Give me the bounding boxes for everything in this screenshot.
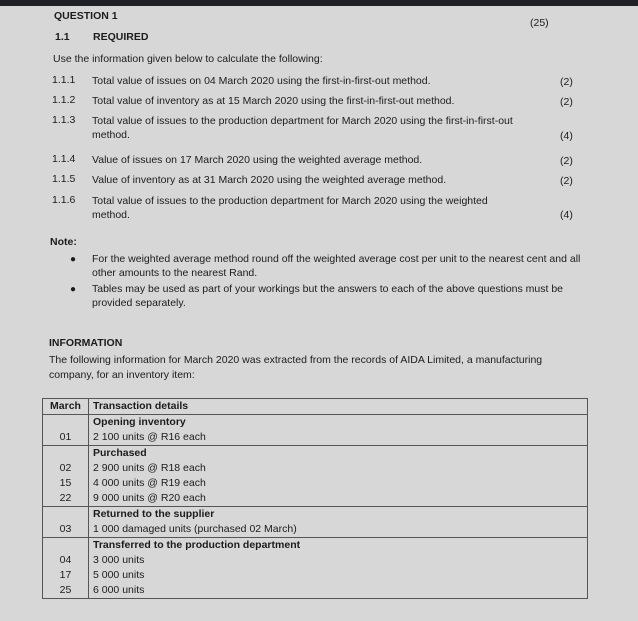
transactions-table bbox=[42, 398, 588, 599]
note-item: For the weighted average method round off the weighted average cost per unit to the nearest cent and all other amounts to the nearest Rand. bbox=[92, 253, 581, 279]
details-cell bbox=[89, 446, 588, 507]
day: 15 bbox=[59, 477, 72, 489]
day: 22 bbox=[59, 492, 72, 504]
info-title: INFORMATION bbox=[49, 337, 123, 349]
question-number: 1.1.2 bbox=[52, 94, 76, 106]
group-title: Purchased bbox=[93, 447, 147, 459]
question-number: 1.1.3 bbox=[52, 114, 76, 126]
detail: 5 000 units bbox=[93, 569, 145, 581]
question-text: Value of issues on 17 March 2020 using the weighted average method. bbox=[92, 154, 423, 166]
question-number: 1.1.4 bbox=[52, 153, 76, 165]
details-cell bbox=[89, 538, 588, 599]
question-marks: (2) bbox=[560, 96, 573, 108]
total-marks: (25) bbox=[530, 17, 549, 29]
note-label: Note: bbox=[50, 236, 77, 248]
group-title: Transferred to the production department bbox=[93, 539, 301, 551]
day-cell bbox=[43, 446, 89, 507]
day: 02 bbox=[59, 462, 72, 474]
section-title: REQUIRED bbox=[93, 31, 149, 43]
day: 03 bbox=[59, 523, 72, 535]
question-text: Total value of inventory as at 15 March 2020 using the first-in-first-out method. bbox=[92, 95, 455, 107]
day: 25 bbox=[59, 584, 72, 596]
day: 17 bbox=[59, 569, 72, 581]
question-marks: (2) bbox=[560, 155, 573, 167]
day: 01 bbox=[59, 431, 72, 443]
header-march: March bbox=[43, 399, 89, 415]
question-number: 1.1.6 bbox=[52, 194, 76, 206]
info-text: The following information for March 2020 was extracted from the records of AIDA Limited, a manufacturing company, for an inventory item: bbox=[49, 354, 543, 381]
day-cell bbox=[43, 507, 89, 538]
day-cell bbox=[43, 538, 89, 599]
day: 04 bbox=[59, 554, 72, 566]
question-text: Total value of issues to the production department for March 2020 using the weighted method. bbox=[92, 195, 488, 221]
detail: 4 000 units @ R19 each bbox=[93, 477, 206, 489]
header-details: Transaction details bbox=[89, 399, 588, 415]
question-title: QUESTION 1 bbox=[54, 10, 118, 22]
bullet-icon: ● bbox=[70, 254, 77, 265]
section-number: 1.1 bbox=[55, 31, 70, 43]
detail: 9 000 units @ R20 each bbox=[93, 492, 206, 504]
detail: 1 000 damaged units (purchased 02 March) bbox=[93, 523, 297, 535]
table-group bbox=[43, 538, 588, 599]
details-cell bbox=[89, 415, 588, 446]
question-marks: (2) bbox=[560, 175, 573, 187]
note-item: Tables may be used as part of your workings but the answers to each of the above questions must be provided separately. bbox=[92, 283, 564, 309]
question-marks: (2) bbox=[560, 76, 573, 88]
question-text: Value of inventory as at 31 March 2020 using the weighted average method. bbox=[92, 174, 447, 186]
question-marks: (4) bbox=[560, 130, 573, 142]
table-group bbox=[43, 446, 588, 507]
question-marks: (4) bbox=[560, 209, 573, 221]
table-header-row bbox=[43, 399, 588, 415]
group-title: Returned to the supplier bbox=[93, 508, 215, 520]
detail: 2 900 units @ R18 each bbox=[93, 462, 206, 474]
question-text: Total value of issues on 04 March 2020 using the first-in-first-out method. bbox=[92, 75, 431, 87]
detail: 3 000 units bbox=[93, 554, 145, 566]
detail: 6 000 units bbox=[93, 584, 145, 596]
detail: 2 100 units @ R16 each bbox=[93, 431, 206, 443]
table-group bbox=[43, 507, 588, 538]
question-number: 1.1.1 bbox=[52, 74, 76, 86]
day-cell bbox=[43, 415, 89, 446]
question-number: 1.1.5 bbox=[52, 173, 76, 185]
photo-top-edge bbox=[0, 0, 638, 6]
table-group bbox=[43, 415, 588, 446]
group-title: Opening inventory bbox=[93, 416, 186, 428]
details-cell bbox=[89, 507, 588, 538]
bullet-icon: ● bbox=[70, 284, 77, 295]
question-text: Total value of issues to the production department for March 2020 using the first-in-first-out method. bbox=[92, 115, 513, 141]
intro-text: Use the information given below to calculate the following: bbox=[53, 53, 323, 65]
